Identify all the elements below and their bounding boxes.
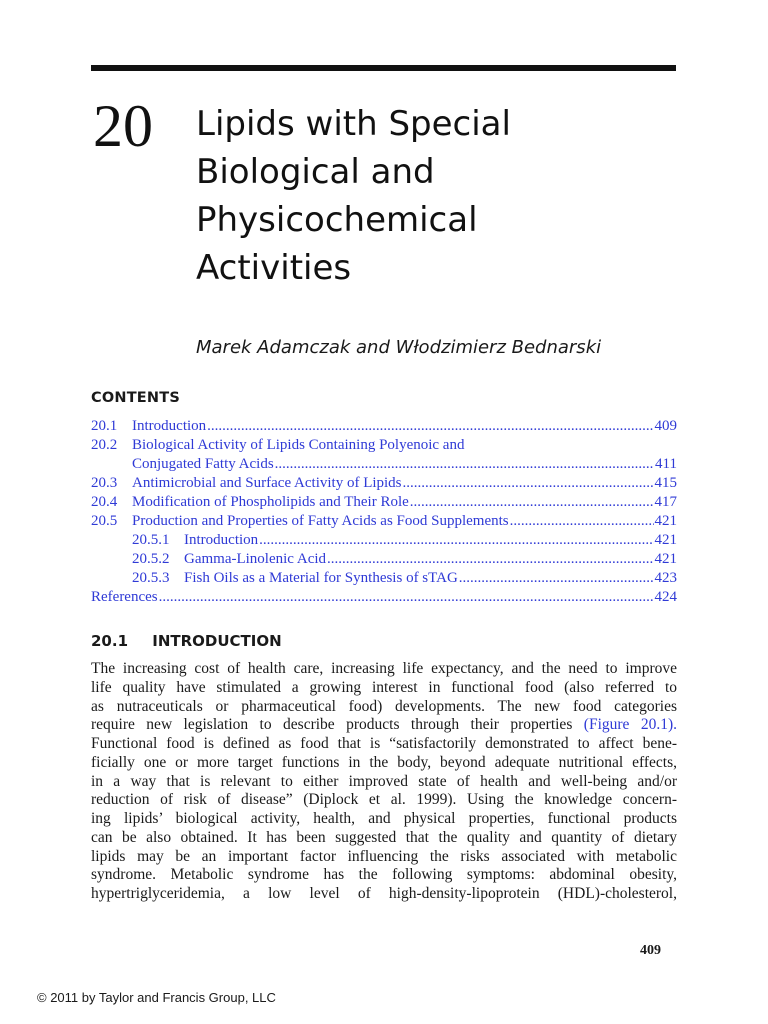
paragraph-line: syndrome. Metabolic syndrome has the following symptoms: abdominal obesity, bbox=[91, 866, 677, 884]
toc-dot-leader bbox=[159, 588, 654, 607]
toc-dot-leader bbox=[327, 550, 653, 569]
paragraph-line: ing lipids’ biological activity, health, and physical properties, functional products bbox=[91, 810, 677, 827]
toc-entry[interactable] bbox=[91, 417, 677, 436]
figure-reference-link[interactable]: (Figure 20.1). bbox=[583, 716, 678, 734]
toc-dot-leader bbox=[403, 474, 654, 493]
paragraph-line: lipids may be an important factor influencing the risks associated with metabolic bbox=[91, 847, 677, 865]
toc-entry-page: 421 bbox=[654, 532, 677, 548]
toc-entry-page: 423 bbox=[654, 570, 677, 586]
toc-entry-page: 421 bbox=[654, 551, 677, 567]
contents-heading: CONTENTS bbox=[91, 390, 180, 406]
toc-entry-title: Introduction bbox=[132, 418, 207, 434]
toc-entry-references[interactable] bbox=[91, 588, 677, 607]
toc-entry-number: 20.4 bbox=[91, 494, 118, 510]
toc-entry-title: Antimicrobial and Surface Activity of Lipids bbox=[132, 475, 402, 491]
toc-entry-title: Introduction bbox=[184, 532, 259, 548]
section-heading bbox=[91, 631, 282, 651]
toc-entry-number: 20.5.3 bbox=[132, 570, 170, 586]
toc-dot-leader bbox=[510, 512, 654, 531]
body-paragraph bbox=[91, 660, 677, 904]
paragraph-line bbox=[91, 716, 677, 735]
chapter-title-line: Lipids with Special bbox=[196, 104, 511, 144]
toc-entry-page: 415 bbox=[654, 475, 677, 491]
toc-entry-page: 409 bbox=[654, 418, 677, 434]
chapter-title-line: Biological and bbox=[196, 152, 435, 192]
chapter-title-line: Activities bbox=[196, 248, 352, 288]
toc-entry-continuation[interactable] bbox=[91, 455, 677, 474]
paragraph-line: can be also obtained. It has been suggested that the quality and quantity of dietary bbox=[91, 828, 677, 846]
section-number: 20.1 bbox=[91, 632, 129, 650]
chapter-authors: Marek Adamczak and Włodzimierz Bednarski bbox=[196, 337, 602, 358]
toc-entry-page: 411 bbox=[655, 456, 677, 472]
toc-entry-page: 424 bbox=[654, 589, 677, 605]
paragraph-line: reduction of risk of disease” (Diplock et al. 1999). Using the knowledge concern- bbox=[91, 791, 677, 809]
paragraph-line-text: require new legislation to describe products through their properties bbox=[91, 716, 573, 734]
toc-entry[interactable] bbox=[91, 512, 677, 531]
toc-subentry[interactable] bbox=[91, 550, 677, 569]
toc-entry[interactable] bbox=[91, 474, 677, 493]
toc-dot-leader bbox=[259, 531, 653, 550]
toc-entry[interactable] bbox=[91, 493, 677, 512]
paragraph-line: hypertriglyceridemia, a low level of high-density-lipoprotein (HDL)-cholesterol, bbox=[91, 885, 677, 902]
toc-entry-number: 20.5 bbox=[91, 513, 118, 529]
paragraph-line: ficially one or more target functions in the body, beyond adequate nutritional effects, bbox=[91, 753, 677, 771]
chapter-rule bbox=[91, 65, 676, 71]
paragraph-line: in a way that is relevant to either improved state of health and well-being and/or bbox=[91, 772, 677, 790]
toc-entry-number: 20.5.2 bbox=[132, 551, 170, 567]
toc-entry-title: References bbox=[91, 589, 158, 605]
toc-entry-title: Production and Properties of Fatty Acids as Food Supplements bbox=[132, 513, 509, 529]
toc-entry-title: Gamma-Linolenic Acid bbox=[184, 551, 327, 567]
toc-dot-leader bbox=[275, 455, 654, 474]
toc-dot-leader bbox=[459, 569, 654, 588]
paragraph-line: The increasing cost of health care, increasing life expectancy, and the need to improve bbox=[91, 660, 677, 677]
paragraph-line: life quality have stimulated a growing interest in functional food (also referred to bbox=[91, 678, 677, 696]
toc-subentry[interactable] bbox=[91, 531, 677, 550]
toc-entry-page: 421 bbox=[654, 513, 677, 529]
chapter-title bbox=[196, 100, 666, 292]
toc-entry-title: Biological Activity of Lipids Containing Polyenoic and bbox=[132, 437, 465, 453]
toc-dot-leader bbox=[207, 417, 653, 436]
page-number: 409 bbox=[640, 943, 661, 958]
chapter-title-line: Physicochemical bbox=[196, 200, 478, 240]
toc-subentry[interactable] bbox=[91, 569, 677, 588]
copyright-notice: © 2011 by Taylor and Francis Group, LLC bbox=[37, 990, 276, 1005]
toc-entry-page: 417 bbox=[654, 494, 677, 510]
toc-entry-number: 20.2 bbox=[91, 437, 118, 453]
toc-entry-number: 20.1 bbox=[91, 418, 118, 434]
toc-entry[interactable] bbox=[91, 436, 677, 455]
chapter-number: 20 bbox=[93, 93, 153, 159]
toc-dot-leader bbox=[410, 493, 654, 512]
paragraph-line: as nutraceuticals or pharmaceutical food) developments. The new food categories bbox=[91, 697, 677, 715]
toc-entry-title-continuation: Conjugated Fatty Acids bbox=[132, 456, 274, 472]
toc-entry-number: 20.3 bbox=[91, 475, 118, 491]
section-title: INTRODUCTION bbox=[152, 632, 282, 650]
toc-entry-title: Modification of Phospholipids and Their Role bbox=[132, 494, 409, 510]
toc-entry-number: 20.5.1 bbox=[132, 532, 170, 548]
toc-entry-title: Fish Oils as a Material for Synthesis of sTAG bbox=[184, 570, 458, 586]
paragraph-line: Functional food is defined as food that is “satisfactorily demonstrated to affect bene- bbox=[91, 735, 677, 752]
table-of-contents bbox=[91, 417, 677, 607]
